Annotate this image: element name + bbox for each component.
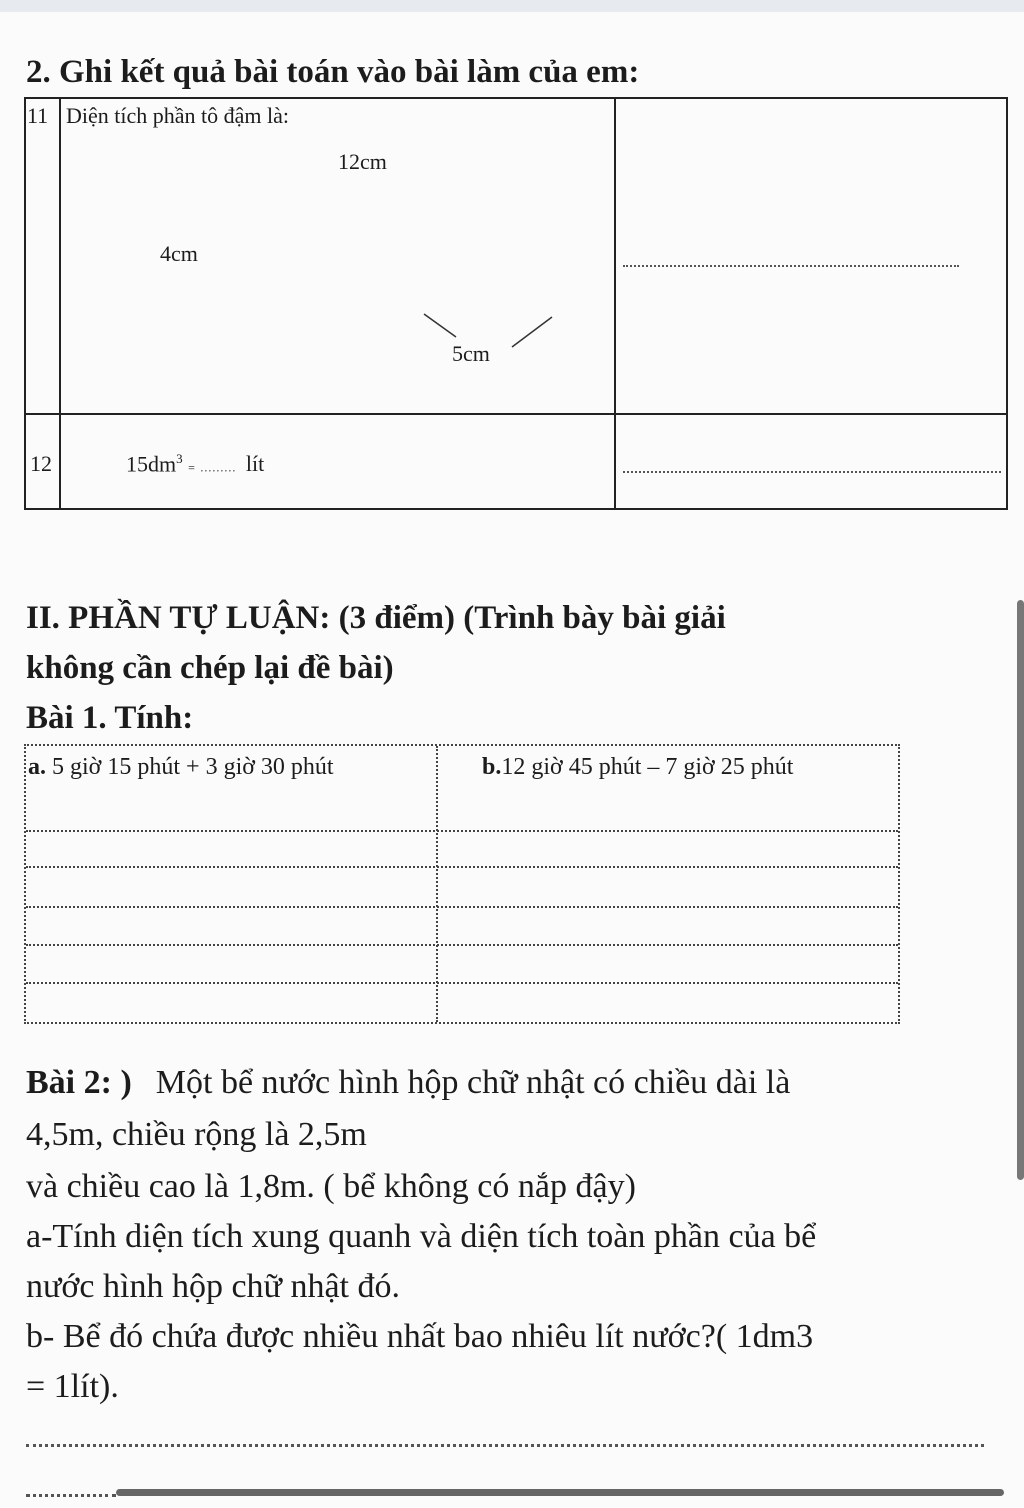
answer-table (24, 97, 1008, 510)
bai-2-line-7: = 1lít). (26, 1368, 119, 1405)
row-12-question (126, 451, 264, 477)
bai-2-label: Bài 2: ) (26, 1064, 132, 1101)
table-col-divider-2 (614, 99, 616, 508)
row-12-sup: 3 (176, 451, 183, 466)
row-12-prefix: 15dm (126, 451, 177, 477)
section-2-title: 2. Ghi kết quả bài toán vào bài làm của em: (26, 54, 640, 90)
bai-2-line-6: b- Bể đó chứa được nhiều nhất bao nhiêu lít nước?( 1dm3 (26, 1318, 814, 1355)
bai-2-line-1 (26, 1064, 790, 1102)
answer-11-blank[interactable] (623, 265, 959, 267)
part-b-label: b. (482, 754, 502, 780)
work-table-row-line-2 (26, 866, 898, 868)
figure-stroke-right (512, 317, 552, 347)
shaded-area-figure (62, 129, 612, 411)
horizontal-scrollbar[interactable] (116, 1489, 1004, 1496)
bai-2-line-2: 4,5m, chiều rộng là 2,5m (26, 1116, 367, 1153)
row-12-number: 12 (30, 451, 52, 476)
work-table-row-line-3 (26, 906, 898, 908)
figure-label-left: 4cm (160, 241, 198, 266)
part-a-text: 5 giờ 15 phút + 3 giờ 30 phút (46, 754, 334, 780)
part-2-title-line-2: không cần chép lại đề bài) (26, 650, 394, 686)
answer-dotted-line-2[interactable] (26, 1494, 116, 1497)
figure-label-top: 12cm (338, 149, 387, 174)
table-row-divider (26, 413, 1006, 415)
row-11-number: 11 (27, 103, 49, 128)
bai-1-work-table (24, 744, 900, 1024)
work-table-row-line-1 (26, 830, 898, 832)
part-a-label: a. (28, 754, 46, 780)
vertical-scrollbar[interactable] (1017, 600, 1024, 1180)
figure-stroke-left (424, 314, 456, 337)
work-table-col-divider (436, 746, 438, 1022)
bai-1-part-a (28, 754, 334, 781)
bai-1-title: Bài 1. Tính: (26, 700, 194, 736)
row-11-question: Diện tích phần tô đậm là: (66, 103, 289, 128)
figure-strokes (62, 129, 612, 411)
part-b-text: 12 giờ 45 phút – 7 giờ 25 phút (501, 754, 794, 780)
part-2-title-line-1: II. PHẦN TỰ LUẬN: (3 điểm) (Trình bày bài giải (26, 600, 726, 636)
answer-12-blank[interactable] (623, 471, 1001, 473)
bai-2-line-3: và chiều cao là 1,8m. ( bể không có nắp đậy) (26, 1168, 636, 1205)
answer-dotted-line-1[interactable] (26, 1444, 984, 1447)
bai-2-line-1-text: Một bể nước hình hộp chữ nhật có chiều dài là (155, 1064, 791, 1101)
bai-2-line-5: nước hình hộp chữ nhật đó. (26, 1268, 400, 1305)
row-12-eq: = (188, 460, 195, 475)
top-bar (0, 0, 1024, 12)
bai-2-line-4: a-Tính diện tích xung quanh và diện tích toàn phần của bể (26, 1218, 817, 1255)
row-12-blank[interactable]: ......... (200, 460, 237, 475)
bai-1-part-b (482, 754, 793, 781)
row-12-unit: lít (245, 451, 265, 477)
work-table-row-line-5 (26, 982, 898, 984)
figure-label-bottom: 5cm (452, 341, 490, 366)
table-col-divider-1 (59, 99, 61, 508)
work-table-row-line-4 (26, 944, 898, 946)
